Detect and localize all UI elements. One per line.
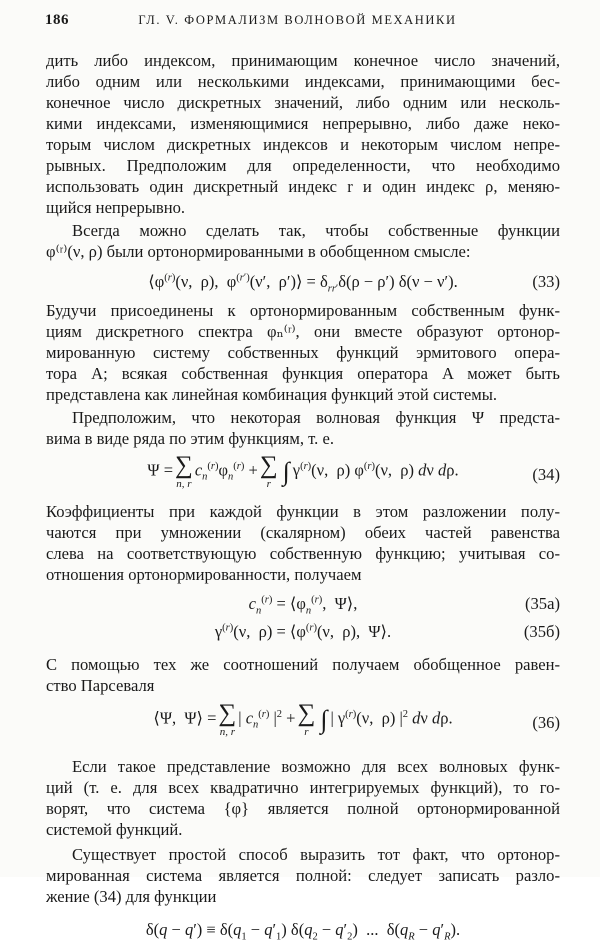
text-line: дить либо индексом, принимающим конечное число значений, bbox=[46, 51, 560, 70]
text-line: жение (34) для функции bbox=[46, 887, 217, 906]
equation-36 bbox=[46, 696, 560, 752]
text-line: Будучи присоединены к ортонормированным собственным функ- bbox=[46, 301, 560, 320]
text-line: Предположим, что некоторая волновая функция Ψ предста- bbox=[72, 408, 560, 427]
page-header bbox=[45, 10, 550, 34]
equation-33 bbox=[46, 262, 560, 300]
text-line: мированная система является полной: следует записать разло- bbox=[46, 866, 560, 885]
paragraph-5 bbox=[46, 501, 560, 585]
text-line: рывных. Предположим для определенности, что необходимо bbox=[46, 156, 560, 175]
text-line: торым числом дискретных индексов и некоторым числом непре- bbox=[46, 135, 560, 154]
page-number: 186 bbox=[45, 12, 69, 28]
text-line: использовать один дискретный индекс r и один индекс ρ, меняю- bbox=[46, 177, 560, 196]
running-title: ГЛ. V. ФОРМАЛИЗМ ВОЛНОВОЙ МЕХАНИКИ bbox=[138, 13, 457, 27]
text-line: конечное число дискретных значений, либо одним или несколь- bbox=[46, 93, 560, 112]
text-line: вима в виде ряда по этим функциям, т. е. bbox=[46, 429, 334, 448]
paragraph-7 bbox=[46, 756, 560, 840]
paragraph-6 bbox=[46, 654, 560, 696]
paragraph-4 bbox=[46, 407, 560, 449]
text-line: представлена как линейная комбинация функций этой системы. bbox=[46, 385, 497, 404]
equation-34-math: Ψ = ∑ n, r $c_n^{(r)}\varphi_n^{(r)}$ + ∑ r ∫ $\gamma^{(r)}(\nu$, ρ) $\varphi^{(r)}(\nu$, ρ) dν dρ. bbox=[147, 452, 459, 490]
equation-34 bbox=[46, 449, 560, 501]
equation-number: (34) bbox=[532, 465, 560, 484]
text-line: либо одним или несколькими индексами, принимающими бес- bbox=[46, 72, 560, 91]
text-line: циям дискретного спектра φₙ⁽ʳ⁾, они вместе образуют ортонор- bbox=[46, 322, 560, 341]
text-line: Если такое представление возможно для всех волновых функ- bbox=[72, 757, 560, 776]
page-body bbox=[46, 50, 560, 947]
text-line: φ⁽ʳ⁾(ν, ρ) были ортонормированными в обобщенном смысле: bbox=[46, 242, 471, 261]
equation-35b-math: $\gamma^{(r)}(\nu$, $\rho) = ⟨\varphi^{(r)}(\nu$, ρ), Ψ⟩. bbox=[214, 622, 392, 641]
equation-35a bbox=[46, 585, 560, 618]
equation-number: (35б) bbox=[523, 622, 560, 641]
equation-33-math: $⟨\varphi^{(r)}(\nu$, ρ), $\varphi^{(r')}(\nu'$, ρ′)⟩ = $\delta_{rr'}\delta(\rho - \rho') \delta(\nu - \nu')$. bbox=[148, 272, 458, 295]
equation-number: (35а) bbox=[524, 594, 560, 613]
text-line: Коэффициенты при каждой функции в этом разложении полу- bbox=[46, 502, 560, 521]
equation-number: (36) bbox=[532, 713, 560, 732]
paragraph-1 bbox=[46, 50, 560, 218]
equation-delta-math: $\delta(q - q') \equiv \delta(q_1 - q'_1) \delta(q_2 - q'_2)$ ... $\delta(q_R - q'_R)$. bbox=[145, 920, 461, 943]
text-line: С помощью тех же соотношений получаем обобщенное равен- bbox=[46, 655, 560, 674]
equation-35a-math: $c_n^{(r)}$ = $⟨\varphi_n^{(r)}$, Ψ⟩, bbox=[248, 594, 358, 617]
text-line: ворят, что система {φ} является полной ортонормированной bbox=[46, 799, 560, 818]
paragraph-2 bbox=[46, 220, 560, 262]
text-line: ство Парсеваля bbox=[46, 676, 155, 695]
text-line: кими индексами, изменяющимися непрерывно, либо даже неко- bbox=[46, 114, 560, 133]
paragraph-8 bbox=[46, 844, 560, 907]
equation-delta bbox=[46, 907, 560, 947]
equation-35b bbox=[46, 618, 560, 651]
text-line: Всегда можно сделать так, чтобы собственные функции bbox=[72, 221, 560, 240]
text-line: щийся непрерывно. bbox=[46, 198, 186, 217]
text-line: отношения ортонормированности, получаем bbox=[46, 565, 362, 584]
paragraph-3 bbox=[46, 300, 560, 405]
text-line: слева на соответствующую собственную функцию; учитывая со- bbox=[46, 544, 560, 563]
equation-36-math: ⟨Ψ, Ψ⟩ = ∑ n, r | $c_n^{(r)}$ $|^2$ + ∑ r ∫ | $\gamma^{(r)}(\nu$, ρ) $|^2$ dν dρ. bbox=[153, 700, 453, 738]
text-line: ций (т. е. для всех квадратично интегрируемых функций), то го- bbox=[46, 778, 560, 797]
text-line: системой функций. bbox=[46, 820, 183, 839]
text-line: тора A; всякая собственная функция оператора A может быть bbox=[46, 364, 560, 383]
equation-number: (33) bbox=[532, 272, 560, 291]
text-line: мированную систему собственных функций эрмитового опера- bbox=[46, 343, 560, 362]
text-line: чаются при умножении (скалярном) обеих частей равенства bbox=[46, 523, 560, 542]
text-line: Существует простой способ выразить тот факт, что ортонор- bbox=[72, 845, 560, 864]
